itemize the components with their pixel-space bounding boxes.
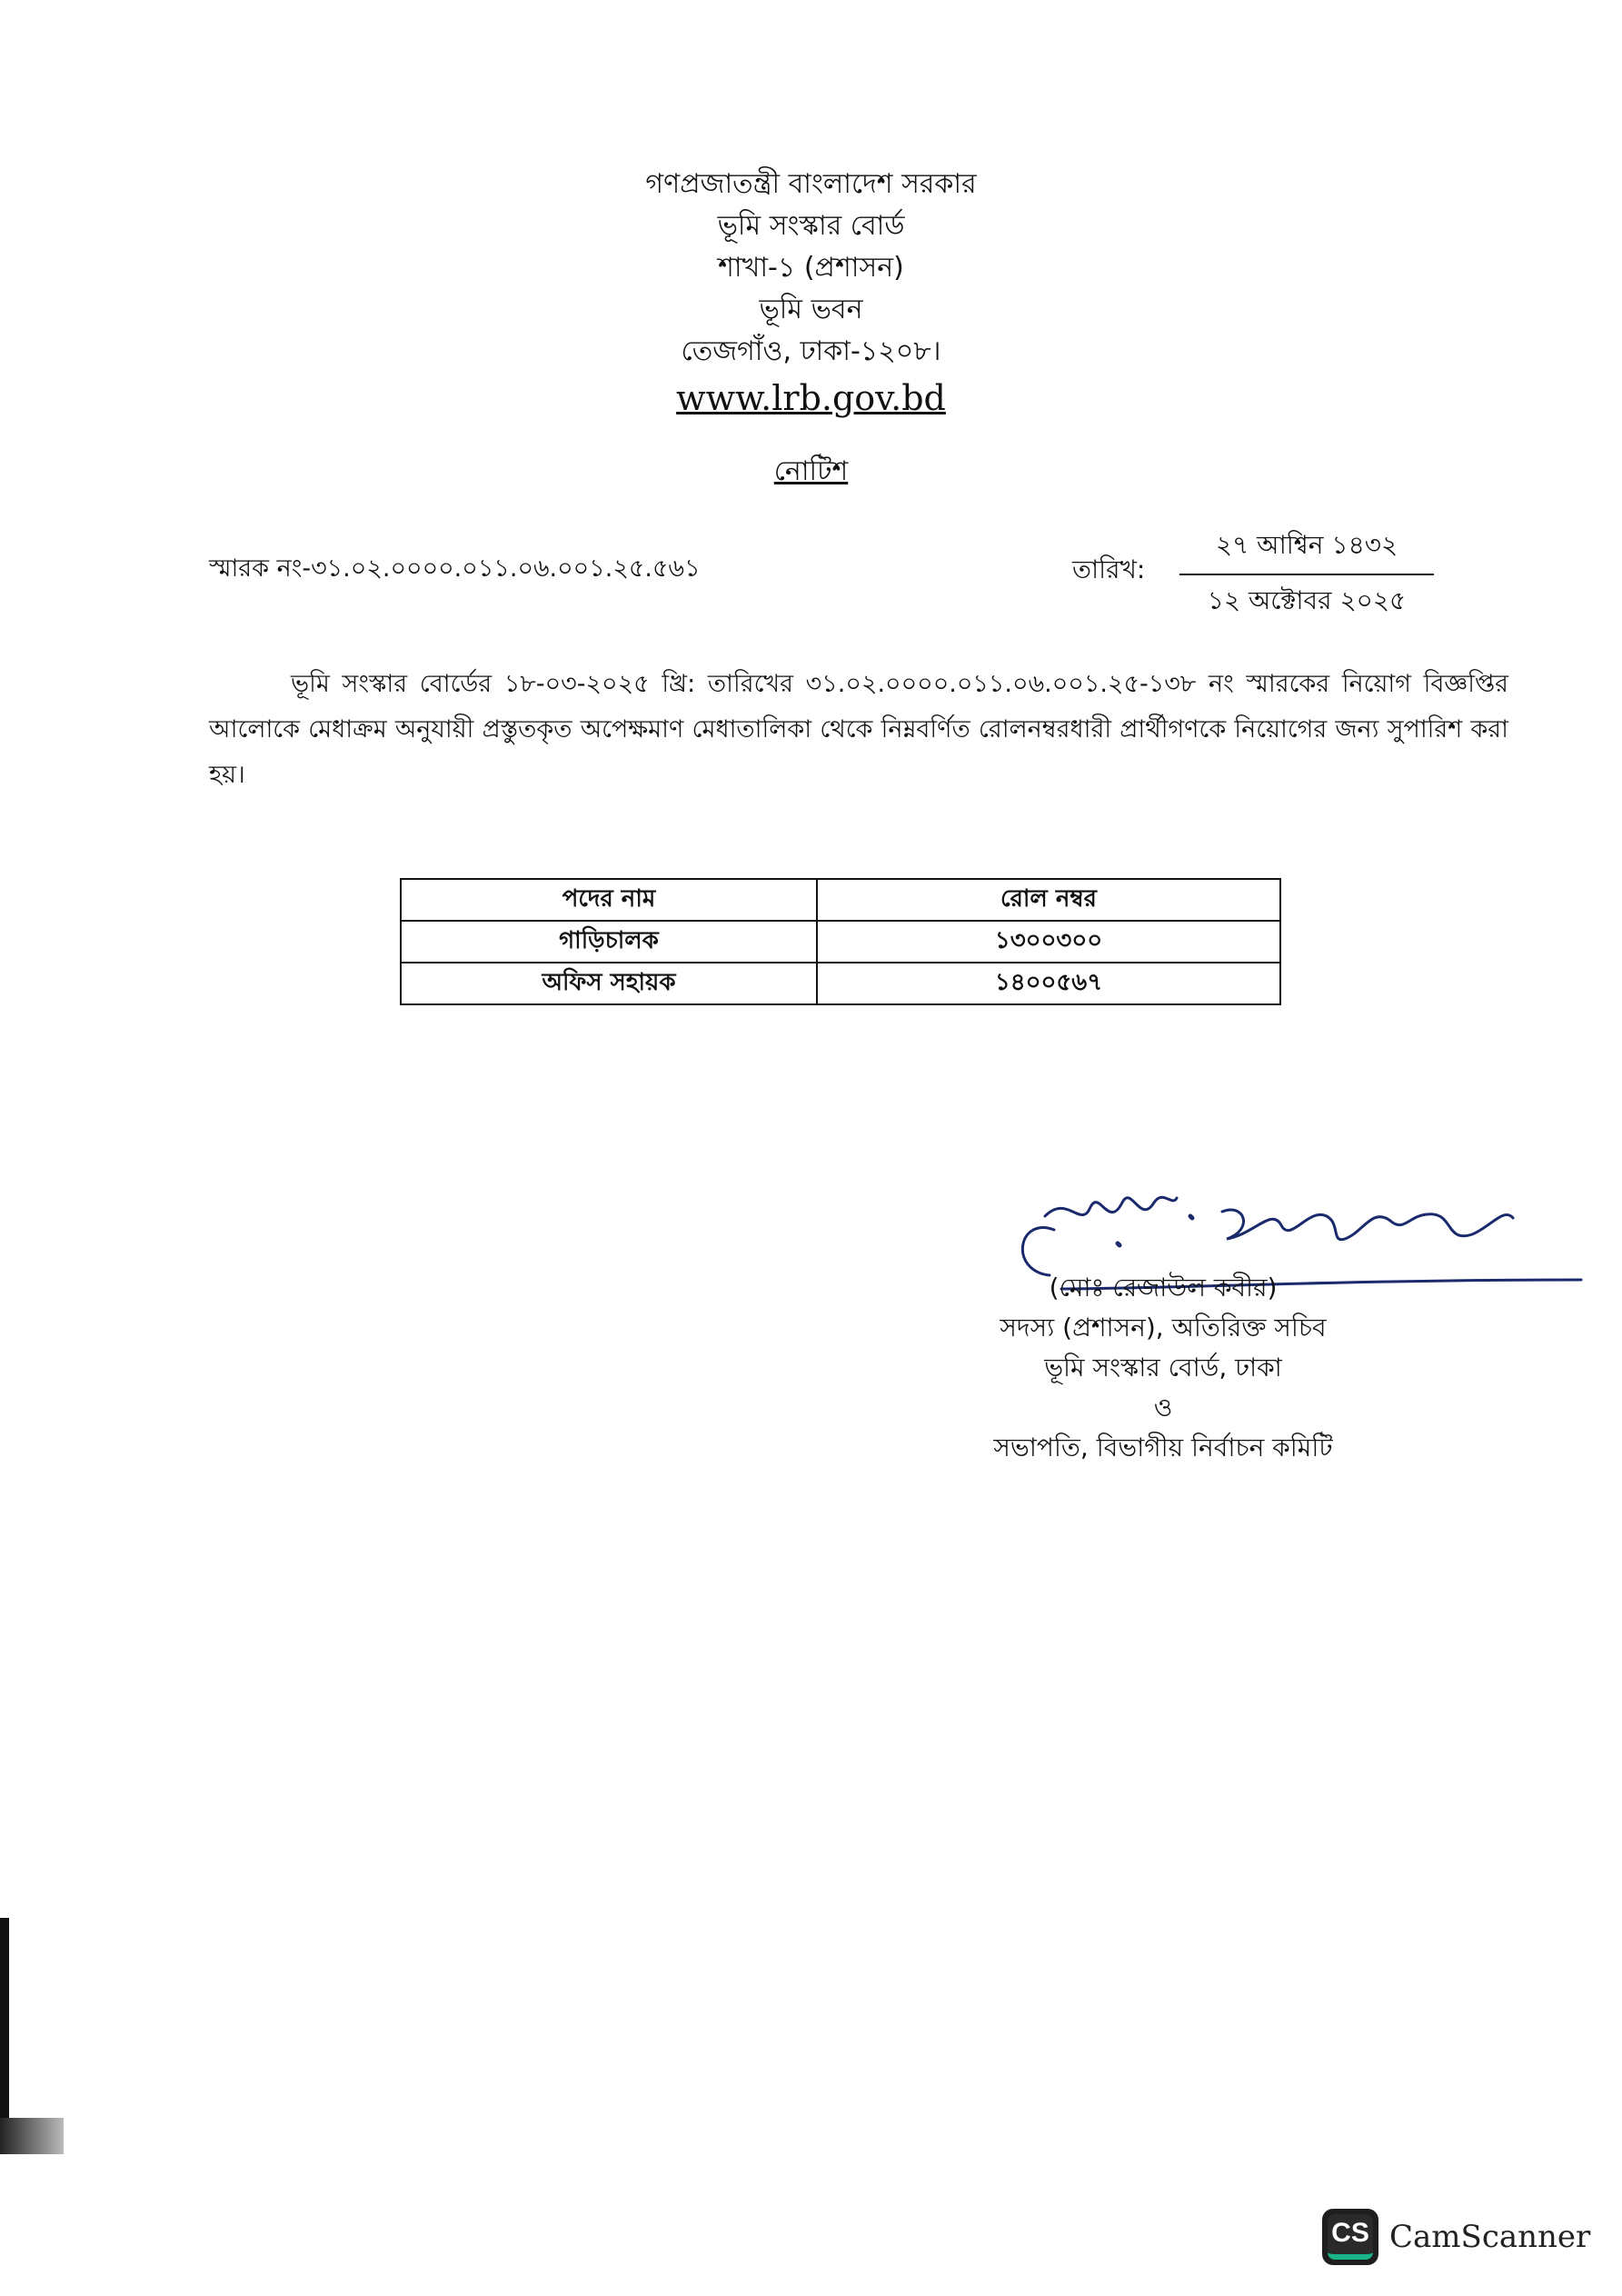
camscanner-watermark	[1322, 2209, 1590, 2265]
table-row	[401, 921, 1280, 963]
memo-number: স্মারক নং-৩১.০২.০০০০.০১১.০৬.০০১.২৫.৫৬১	[209, 554, 701, 583]
address: তেজগাঁও, ঢাকা-১২০৮।	[681, 335, 941, 367]
cell-post-name: গাড়িচালক	[401, 921, 817, 963]
header-roll-number: রোল নম্বর	[817, 879, 1280, 921]
date-label: তারিখ:	[1072, 554, 1146, 584]
signatory-role: সভাপতি, বিভাগীয় নির্বাচন কমিটি	[993, 1433, 1333, 1462]
building-name: ভূমি ভবন	[759, 294, 863, 325]
branch-name: শাখা-১ (প্রশাসন)	[718, 252, 904, 284]
signatory-block	[945, 1268, 1381, 1468]
cell-roll-number: ১৩০০৩০০	[817, 921, 1280, 963]
scan-edge-artifact	[0, 1918, 9, 2145]
website-link[interactable]: www.lrb.gov.bd	[676, 378, 946, 418]
board-name: ভূমি সংস্কার বোর্ড	[717, 210, 905, 242]
camscanner-brand: CamScanner	[1389, 2219, 1591, 2255]
letterhead	[0, 164, 1622, 422]
signatory-designation: সদস্য (প্রশাসন), অতিরিক্ত সচিব	[1000, 1313, 1327, 1343]
camscanner-logo-icon	[1322, 2209, 1378, 2265]
date-fraction	[1179, 525, 1434, 624]
camscanner-badge-text: CS	[1331, 2218, 1369, 2248]
header-post-name: পদের নাম	[401, 879, 817, 921]
date-gregorian: ১২ অক্টোবর ২০২৫	[1207, 585, 1407, 615]
candidate-table-wrapper	[400, 878, 1281, 1005]
table-header-row	[401, 879, 1280, 921]
date-bangla: ২৭ আশ্বিন ১৪৩২	[1179, 525, 1434, 575]
signatory-name: (মোঃ রেজাউল কবীর)	[1049, 1273, 1278, 1303]
notice-title: নোটিশ	[773, 455, 849, 487]
govt-name: গণপ্রজাতন্ত্রী বাংলাদেশ সরকার	[645, 168, 977, 200]
cell-post-name: অফিস সহায়ক	[401, 963, 817, 1004]
signatory-office: ভূমি সংস্কার বোর্ড, ঢাকা	[1044, 1353, 1282, 1383]
candidate-table	[400, 878, 1281, 1005]
table-row	[401, 963, 1280, 1004]
notice-body: ভূমি সংস্কার বোর্ডের ১৮-০৩-২০২৫ খ্রি: তারিখের ৩১.০২.০০০০.০১১.০৬.০০১.২৫-১৩৮ নং স্মারকের নিয়োগ বিজ্ঞপ্তির আলোকে মেধাক্রম অনুযায়ী প্রস্তুতকৃত অপেক্ষমাণ মেধাতালিকা থেকে নিম্নবর্ণিত রোলনম্বরধারী প্রার্থীগণকে নিয়োগের জন্য সুপারিশ করা হয়।	[209, 670, 1508, 789]
signatory-conjunction: ও	[1153, 1393, 1173, 1423]
cell-roll-number: ১৪০০৫৬৭	[817, 963, 1280, 1004]
scan-shadow-artifact	[0, 2118, 64, 2154]
